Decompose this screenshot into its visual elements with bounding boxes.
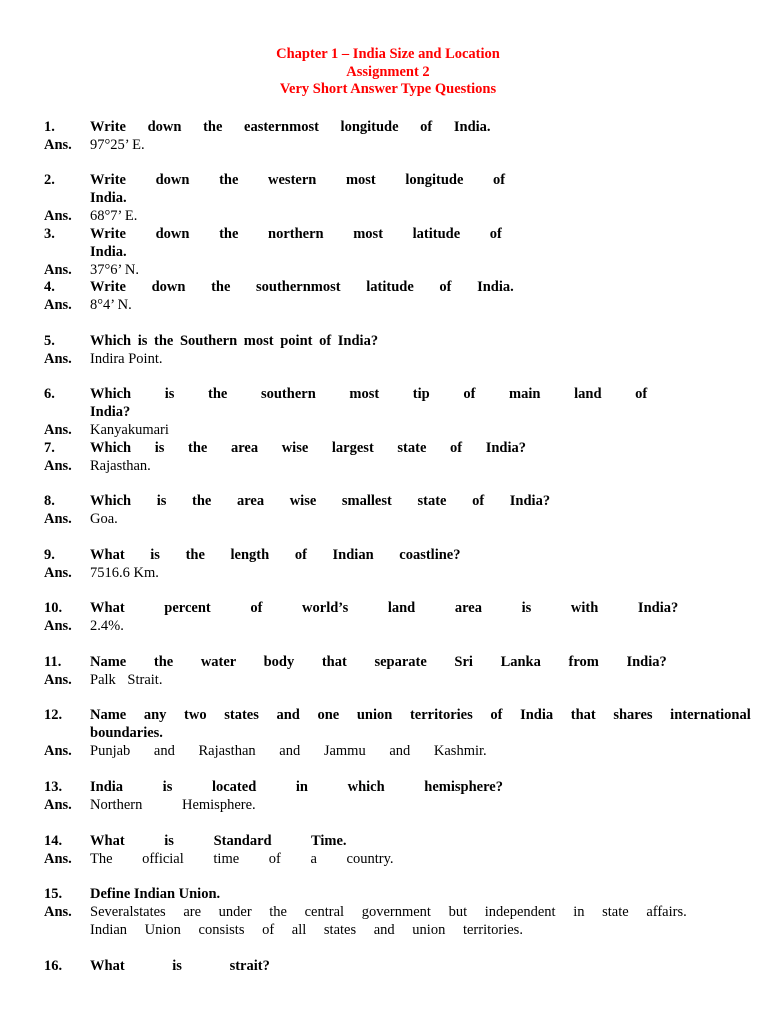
question-text: Which is the Southern most point of India?	[90, 333, 379, 349]
question-text: India is located in which hemisphere?	[90, 779, 503, 795]
question-number: 15.	[44, 886, 63, 902]
section-title: Very Short Answer Type Questions	[279, 81, 497, 97]
document-header	[0, 46, 768, 99]
question-number: 2.	[44, 172, 55, 188]
question-text: Write down the southernmost latitude of India.	[90, 279, 514, 295]
answer-label: Ans.	[44, 422, 72, 438]
question-number: 3.	[44, 226, 55, 242]
answer-text: 8°4’ N.	[90, 297, 132, 313]
answer-label: Ans.	[44, 743, 72, 759]
qa-item-9	[44, 546, 720, 582]
qa-item-7	[44, 439, 720, 475]
question-number: 11.	[44, 654, 62, 670]
answer-text: Rajasthan.	[90, 458, 151, 474]
question-number: 4.	[44, 279, 55, 295]
question-number: 6.	[44, 386, 55, 402]
question-text: Which is the southern most tip of main land of India?	[90, 386, 648, 420]
qa-item-15	[44, 885, 720, 939]
question-text: Which is the area wise smallest state of India?	[90, 493, 551, 509]
question-number: 16.	[44, 958, 63, 974]
question-text: What is the length of Indian coastline?	[90, 547, 461, 563]
qa-item-2	[44, 171, 720, 225]
answer-text: The official time of a country.	[90, 851, 394, 867]
answer-text: 68°7’ E.	[90, 208, 138, 224]
answer-label: Ans.	[44, 618, 72, 634]
answer-text: 37°6’ N.	[90, 262, 140, 278]
question-number: 5.	[44, 333, 55, 349]
answer-label: Ans.	[44, 137, 72, 153]
answer-text: 97°25’ E.	[90, 137, 145, 153]
question-number: 8.	[44, 493, 55, 509]
qa-item-10	[44, 599, 720, 635]
qa-item-3	[44, 225, 720, 279]
answer-label: Ans.	[44, 351, 72, 367]
answer-label: Ans.	[44, 208, 72, 224]
question-number: 10.	[44, 600, 63, 616]
answer-text: 2.4%.	[90, 618, 124, 634]
question-text: Write down the easternmost longitude of India.	[90, 119, 491, 135]
question-number: 12.	[44, 707, 63, 723]
qa-item-1	[44, 118, 720, 154]
answer-text: Goa.	[90, 511, 118, 527]
qa-item-11	[44, 653, 720, 689]
question-text: What is strait?	[90, 958, 270, 974]
question-text: Which is the area wise largest state of India?	[90, 440, 527, 456]
question-number: 14.	[44, 833, 63, 849]
question-text: Define Indian Union.	[90, 886, 221, 902]
question-text: Name any two states and one union territories of India that shares international	[90, 707, 751, 723]
question-text: Write down the western most longitude of India.	[90, 172, 506, 206]
question-text-continued: boundaries.	[90, 725, 163, 741]
answer-label: Ans.	[44, 904, 72, 920]
question-text: Name the water body that separate Sri Lanka from India?	[90, 654, 667, 670]
answer-text: 7516.6 Km.	[90, 565, 159, 581]
answer-text: Palk Strait.	[90, 672, 163, 688]
assignment-title: Assignment 2	[346, 63, 430, 80]
question-text: What is Standard Time.	[90, 833, 347, 849]
qa-item-12	[44, 706, 751, 760]
answer-label: Ans.	[44, 565, 72, 581]
qa-item-8	[44, 492, 720, 528]
answer-text: Kanyakumari	[90, 422, 169, 438]
answer-text: Indira Point.	[90, 351, 163, 367]
answer-label: Ans.	[44, 672, 72, 688]
question-text: Write down the northern most latitude of India.	[90, 226, 502, 260]
answer-text: Severalstates are under the central government but independent in state affairs.	[90, 904, 687, 920]
question-number: 7.	[44, 440, 55, 456]
answer-text-continued: Indian Union consists of all states and union territories.	[90, 922, 523, 938]
qa-item-16	[44, 957, 720, 975]
qa-item-6	[44, 385, 720, 439]
qa-item-13	[44, 778, 720, 814]
answer-text: Northern Hemisphere.	[90, 797, 256, 813]
question-number: 13.	[44, 779, 63, 795]
answer-label: Ans.	[44, 851, 72, 867]
answer-label: Ans.	[44, 797, 72, 813]
qa-item-14	[44, 832, 720, 868]
question-number: 1.	[44, 119, 55, 135]
qa-item-5	[44, 332, 720, 368]
chapter-title: Chapter 1 – India Size and Location	[276, 46, 500, 62]
answer-label: Ans.	[44, 262, 72, 278]
answer-text: Punjab and Rajasthan and Jammu and Kashmir.	[90, 743, 487, 759]
answer-label: Ans.	[44, 511, 72, 527]
qa-item-4	[44, 278, 720, 314]
answer-label: Ans.	[44, 458, 72, 474]
answer-label: Ans.	[44, 297, 72, 313]
question-text: What percent of world’s land area is with India?	[90, 600, 679, 616]
question-number: 9.	[44, 547, 55, 563]
